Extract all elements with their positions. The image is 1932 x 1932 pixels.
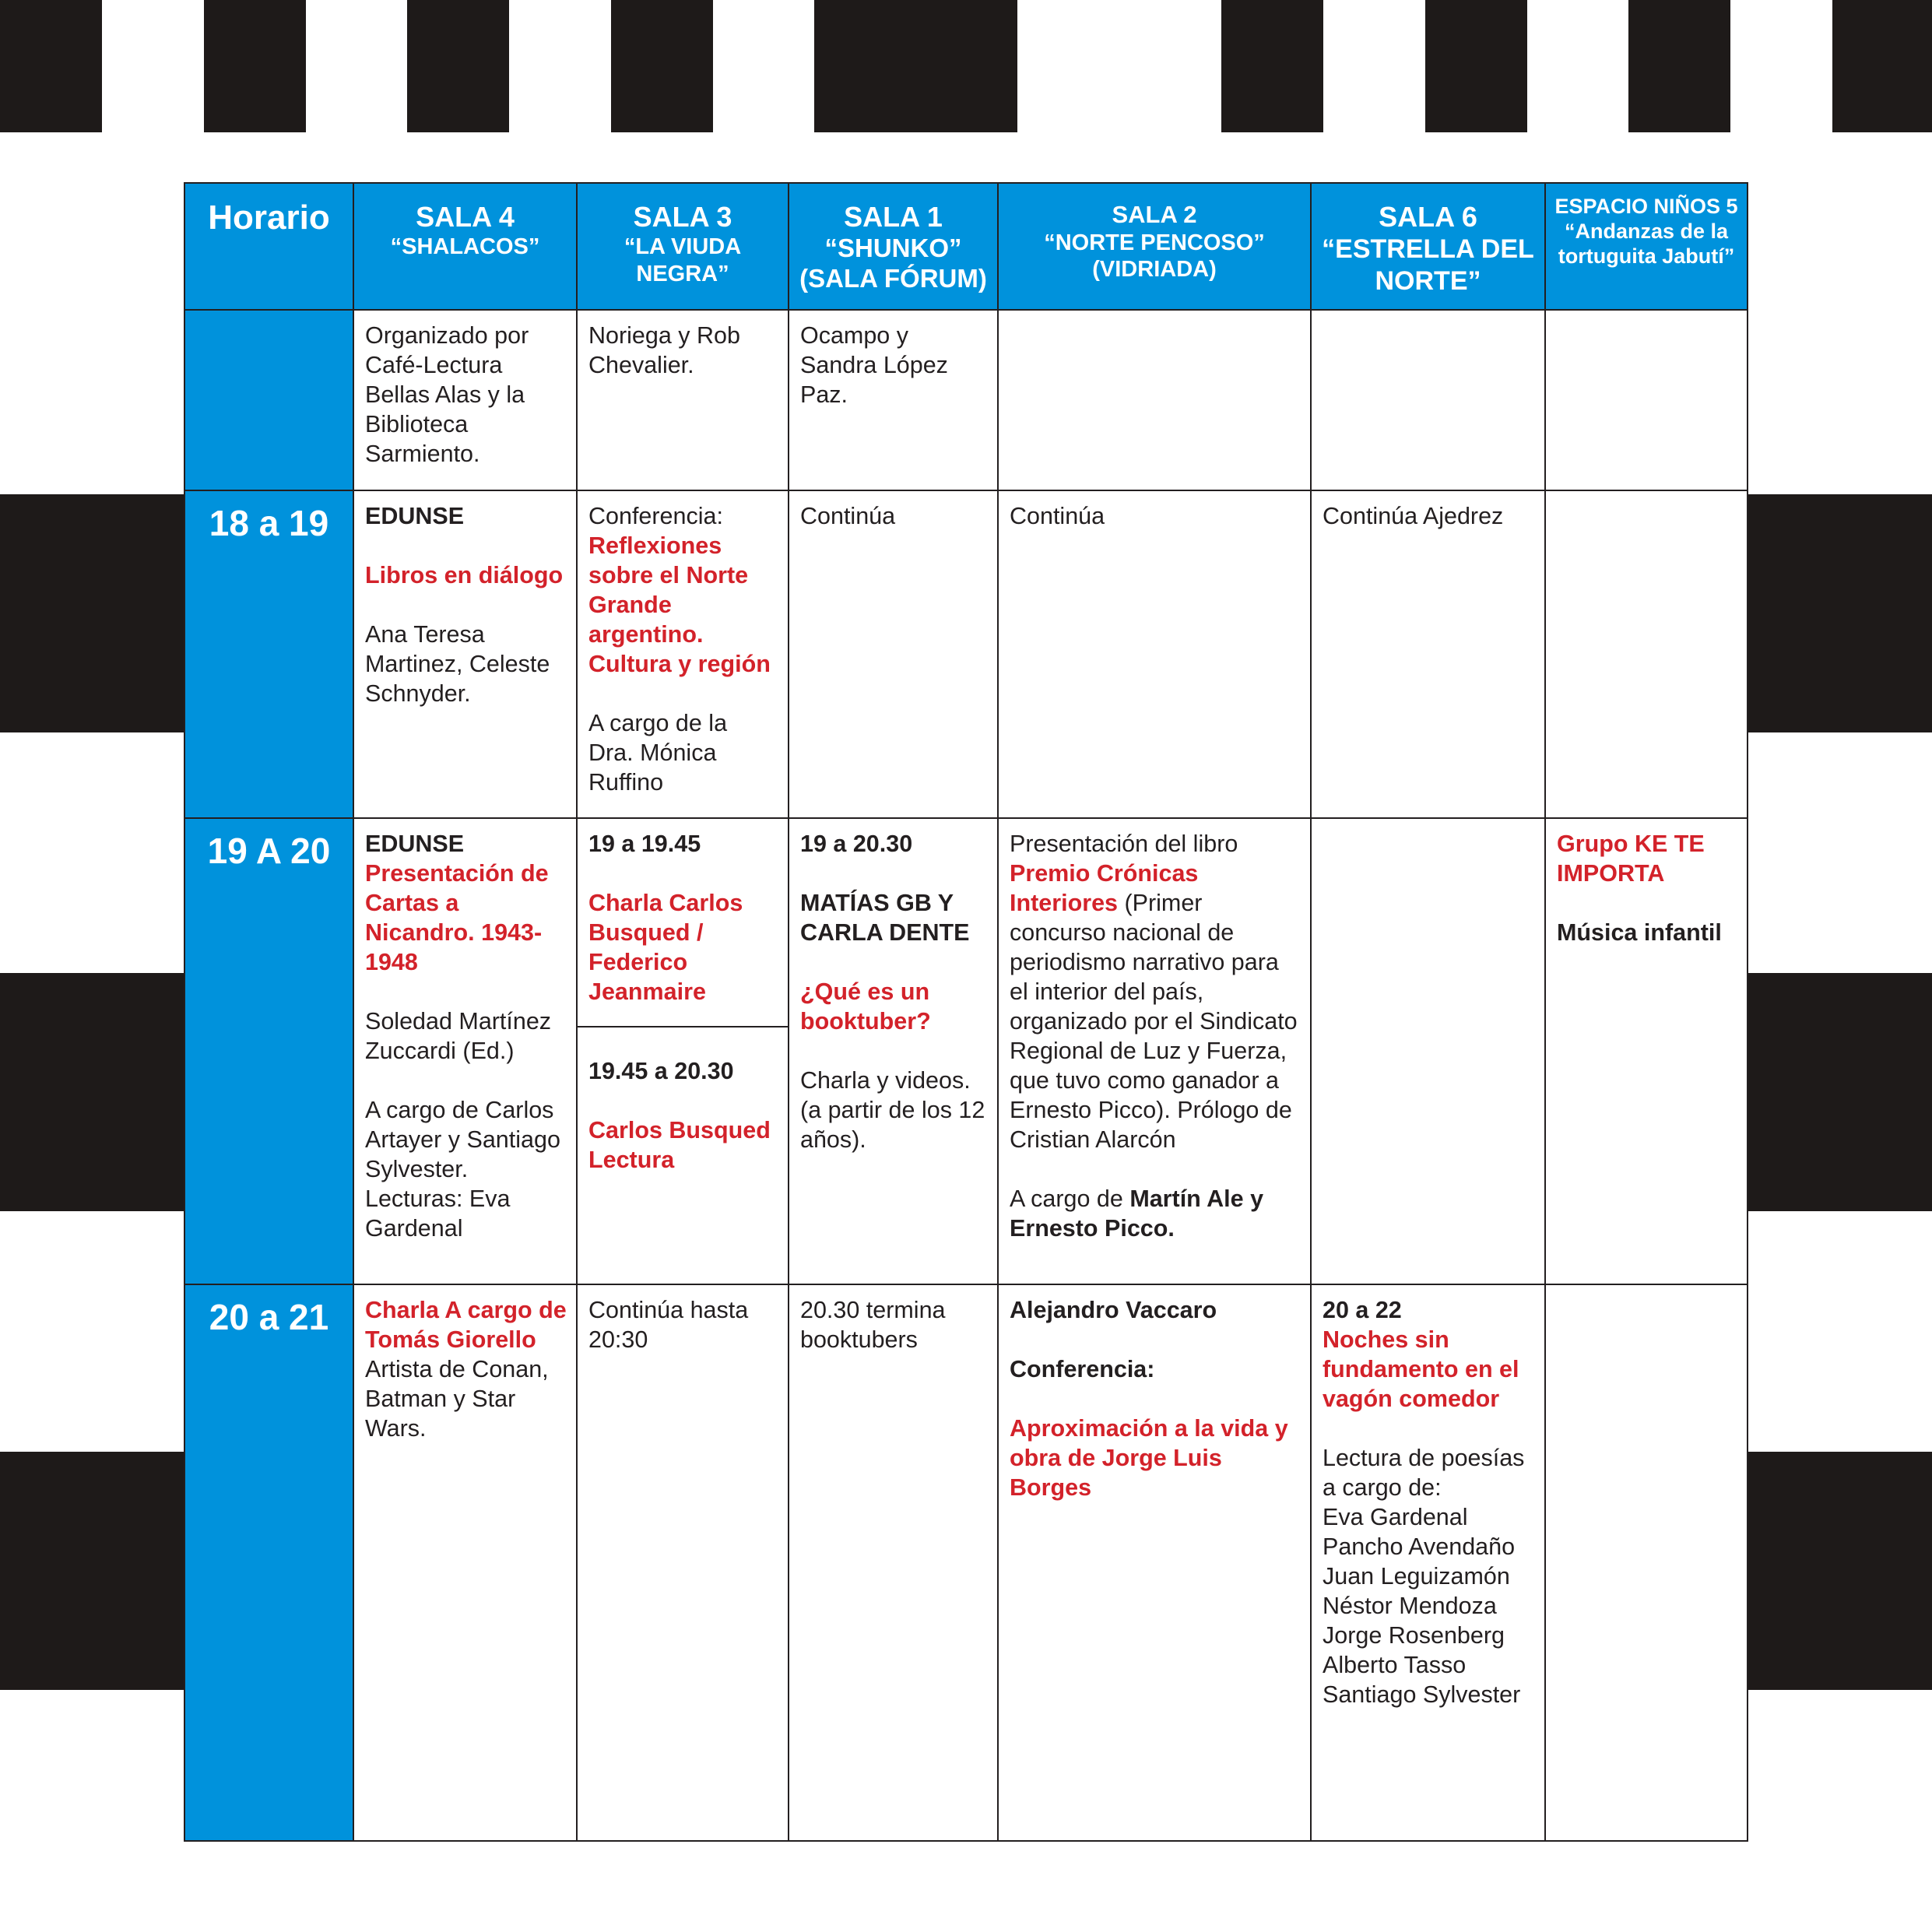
schedule-row — [184, 310, 1748, 490]
room-subtitle: “SHUNKO” (SALA FÓRUM) — [799, 234, 987, 293]
event-title: Carlos Busqued Lectura — [588, 1116, 771, 1173]
event-text: Organizado por Café-Lectura Bellas Alas y la Biblioteca Sarmiento. — [365, 322, 529, 467]
reader-name: Alberto Tasso — [1323, 1651, 1467, 1678]
event-text: Continúa hasta 20:30 — [588, 1297, 749, 1353]
event-cell — [789, 1284, 998, 1841]
event-time: 20 a 22 — [1323, 1297, 1402, 1323]
frame-top-block — [0, 0, 102, 132]
frame-right-block — [1747, 973, 1932, 1211]
reader-name: Néstor Mendoza — [1323, 1592, 1497, 1619]
event-title: Libros en diálogo — [365, 561, 564, 588]
event-cell — [1311, 490, 1545, 818]
time-cell: 18 a 19 — [184, 490, 353, 818]
room-subtitle: “SHALACOS” — [390, 234, 540, 260]
event-speaker: Alejandro Vaccaro — [1010, 1297, 1217, 1323]
event-people: MATÍAS GB Y CARLA DENTE — [800, 889, 970, 946]
event-cell — [353, 310, 577, 490]
reader-name: Pancho Avendaño — [1323, 1533, 1516, 1560]
event-cell — [577, 490, 789, 818]
frame-left-block — [0, 973, 184, 1211]
reader-name: Eva Gardenal — [1323, 1503, 1468, 1530]
room-subtitle: “Andanzas de la tortuguita Jabutí” — [1558, 219, 1735, 268]
event-text: Continúa — [800, 503, 896, 529]
event-slot — [578, 819, 788, 1027]
event-time: 19.45 a 20.30 — [588, 1058, 734, 1084]
room-header-sala1 — [789, 183, 998, 310]
event-desc: Música infantil — [1557, 919, 1722, 946]
frame-left-block — [0, 494, 184, 732]
event-title: Premio Crónicas Interiores — [1010, 859, 1199, 916]
event-cell — [577, 310, 789, 490]
schedule-table — [184, 182, 1748, 1842]
event-organizer: EDUNSE — [365, 831, 465, 857]
event-title: Aproximación a la vida y obra de Jorge Luis Borges — [1010, 1414, 1288, 1501]
event-time: 19 a 19.45 — [588, 831, 701, 857]
event-slot — [578, 1027, 788, 1185]
event-intro: Presentación del libro — [1010, 831, 1238, 857]
event-people: Ana Teresa Martinez, Celeste Schnyder. — [365, 620, 550, 707]
room-header-sala2 — [998, 183, 1311, 310]
event-cell-split — [577, 818, 789, 1284]
event-cell — [1545, 818, 1748, 1284]
event-title: Grupo KE TE IMPORTA — [1557, 831, 1705, 887]
time-cell — [184, 310, 353, 490]
event-title: Presentación de Cartas a Nicandro. 1943-1948 — [365, 859, 549, 975]
event-author: Soledad Martínez Zuccardi (Ed.) — [365, 1007, 552, 1064]
event-title: Reflexiones sobre el Norte Grande argentino. Cultura y región — [588, 532, 771, 677]
time-cell: 19 A 20 — [184, 818, 353, 1284]
room-name: SALA 1 — [844, 201, 943, 233]
reader-name: Jorge Rosenberg — [1323, 1621, 1505, 1649]
event-cell — [1311, 818, 1545, 1284]
reader-name: Santiago Sylvester — [1323, 1681, 1521, 1708]
event-cell — [577, 1284, 789, 1841]
event-title: Charla Carlos Busqued / Federico Jeanmaire — [588, 889, 743, 1005]
event-body — [1010, 859, 1301, 1155]
event-cell — [353, 818, 577, 1284]
event-text: Continúa — [1010, 503, 1105, 529]
event-cell — [789, 818, 998, 1284]
event-cell — [1545, 310, 1748, 490]
event-cell — [998, 310, 1311, 490]
event-cell — [998, 1284, 1311, 1841]
frame-top-block — [1832, 0, 1932, 132]
frame-top-block — [814, 0, 1017, 132]
event-type: Conferencia: — [588, 503, 723, 529]
frame-right-block — [1747, 494, 1932, 732]
header-row — [184, 183, 1748, 310]
event-text: Continúa Ajedrez — [1323, 503, 1504, 529]
event-cell — [1545, 1284, 1748, 1841]
room-subtitle: “LA VIUDA NEGRA” — [624, 234, 742, 286]
event-people: Martín Ale y Ernesto Picco. — [1010, 1185, 1264, 1242]
event-cell — [998, 818, 1311, 1284]
event-desc: Charla y videos. (a partir de los 12 años). — [800, 1066, 985, 1153]
room-header-sala4 — [353, 183, 577, 310]
event-cell — [789, 310, 998, 490]
event-cell — [353, 1284, 577, 1841]
room-name: SALA 2 — [1112, 201, 1197, 228]
frame-top-block — [1221, 0, 1323, 132]
event-title: Noches sin fundamento en el vagón comedor — [1323, 1326, 1519, 1412]
event-text: Ocampo y Sandra López Paz. — [800, 322, 948, 408]
event-cell — [789, 490, 998, 818]
room-header-sala3 — [577, 183, 789, 310]
frame-top-block — [1425, 0, 1527, 132]
frame-top-block — [611, 0, 713, 132]
frame-top-block — [204, 0, 306, 132]
room-header-ninos — [1545, 183, 1748, 310]
event-people: A cargo de Carlos Artayer y Santiago Sylvester. Lecturas: Eva Gardenal — [365, 1096, 560, 1242]
event-desc: (Primer concurso nacional de periodismo narrativo para el interior del país, organizado por el Sindicato Regional de Luz y Fuerza, que tuvo como ganador a Ernesto Picco). Prólogo de Cristian Alarcón — [1010, 889, 1298, 1153]
schedule-row — [184, 490, 1748, 818]
event-title: Charla A cargo de Tomás Giorello — [365, 1297, 567, 1353]
schedule-row — [184, 818, 1748, 1284]
event-text: 20.30 termina booktubers — [800, 1297, 946, 1353]
event-cell — [1311, 1284, 1545, 1841]
room-name: SALA 6 — [1379, 201, 1477, 233]
event-cargo: A cargo de — [1010, 1185, 1130, 1212]
room-header-sala6 — [1311, 183, 1545, 310]
event-desc: Artista de Conan, Batman y Star Wars. — [365, 1355, 549, 1442]
frame-right-block — [1747, 1452, 1932, 1690]
room-subtitle: “NORTE PENCOSO” (VIDRIADA) — [1044, 230, 1265, 282]
event-text: Noriega y Rob Chevalier. — [588, 322, 740, 378]
event-people: A cargo de la Dra. Mónica Ruffino — [588, 709, 728, 796]
event-time: 19 a 20.30 — [800, 831, 913, 857]
room-name: SALA 3 — [633, 201, 732, 233]
event-organizer: EDUNSE — [365, 503, 465, 529]
reader-name: Juan Leguizamón — [1323, 1562, 1510, 1590]
room-name: ESPACIO NIÑOS 5 — [1554, 195, 1738, 218]
horario-header: Horario — [184, 183, 353, 310]
room-subtitle: “ESTRELLA DEL NORTE” — [1322, 234, 1534, 296]
event-cell — [998, 490, 1311, 818]
frame-top-block — [1628, 0, 1730, 132]
event-title: ¿Qué es un booktuber? — [800, 978, 931, 1034]
event-credit — [1010, 1185, 1301, 1244]
event-cell — [1545, 490, 1748, 818]
frame-top-block — [407, 0, 509, 132]
event-type: Conferencia: — [1010, 1355, 1155, 1382]
room-name: SALA 4 — [416, 201, 515, 233]
event-cell — [353, 490, 577, 818]
schedule-row — [184, 1284, 1748, 1841]
frame-left-block — [0, 1452, 184, 1690]
event-intro: Lectura de poesías a cargo de: — [1323, 1444, 1525, 1501]
event-cell — [1311, 310, 1545, 490]
time-cell: 20 a 21 — [184, 1284, 353, 1841]
